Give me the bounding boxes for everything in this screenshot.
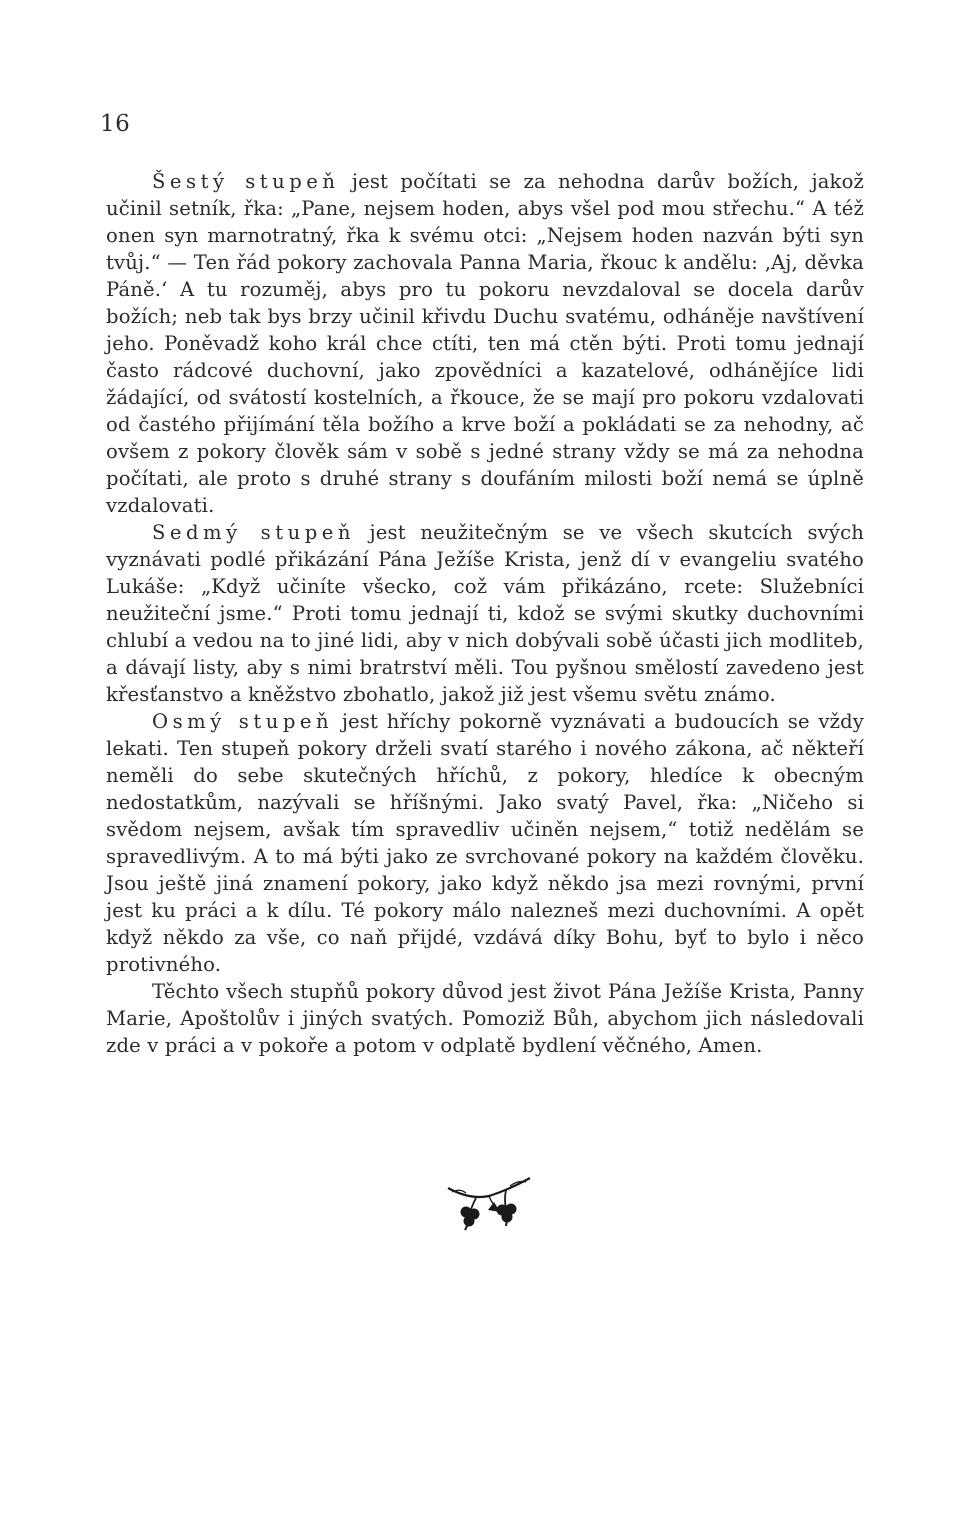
paragraph-lead: Šestý stupeň [152,170,340,193]
paragraph-text: Těchto všech stupňů pokory důvod jest život Pána Ježíše Krista, Panny Marie, Apoštolův i jiných svatých. Pomoziž Bůh, abychom jich následovali zde v práci a v pokoře a potom v odplatě bydlení věčného, Amen. [106,980,864,1057]
paragraph-sixth-degree [106,168,864,519]
paragraph-lead: Sedmý stupeň [152,521,355,544]
floral-vignette-icon [446,1176,532,1232]
paragraph-text: jest počítati se za nehodna darův božích, jakož učinil setník, řka: „Pane, nejsem hoden, abys všel pod mou střechu.“ A též onen syn marnotratný, řka k svému otci: „Nejsem hoden nazván býti syn tvůj.“ — Ten řád pokory zachovala Panna Maria, řkouc k andělu: ‚Aj, děvka Páně.‘ A tu rozuměj, abys pro tu pokoru nevzdaloval se docela darův božích; neb tak bys brzy učinil křivdu Duchu svatému, odháněje navštívení jeho. Poněvadž koho král chce ctíti, ten má ctěn býti. Proti tomu jednají často rádcové duchovní, jako zpovědníci a kazatelové, odhánějíce lidi žádající, od svátostí kostelních, a řkouce, že se mají pro pokoru vzdalovati od častého přijímání těla božího a krve boží a pokládati se za nehodny, ač ovšem z pokory člověk sám v sobě s jedné strany vždy se má za nehodna počítati, ale proto s druhé strany s doufáním milosti boží nemá se úplně vzdalovati. [106,170,864,517]
paragraph-conclusion [106,978,864,1059]
paragraph-seventh-degree [106,519,864,708]
paragraph-text: jest hříchy pokorně vyznávati a budoucích se vždy lekati. Ten stupeň pokory drželi svatí starého i nového zákona, ač někteří neměli do sebe skutečných hříchů, z pokory, hledíce k obecným nedostatkům, nazývali se hříšnými. Jako svatý Pavel, řka: „Ničeho si svědom nejsem, avšak tím spravedliv učiněn nejsem,“ totiž nedělám se spravedlivým. A to má býti jako ze svrchované pokory na každém člověku. Jsou ještě jiná znamení pokory, jako když někdo jsa mezi rovnými, první jest ku práci a k dílu. Té pokory málo nalezneš mezi duchovními. A opět když někdo za vše, co naň přijdé, vzdává díky Bohu, byť to bylo i něco protivného. [106,710,864,976]
paragraph-text: jest neužitečným se ve všech skutcích svých vyznávati podlé přikázání Pána Ježíše Krista, jenž dí v evangeliu svatého Lukáše: „Když učiníte všecko, což vám přikázáno, rcete: Služebníci neužiteční jsme.“ Proti tomu jednají ti, kdož se svými skutky duchovními chlubí a vedou na to jiné lidi, aby v nich dobývali sobě účasti jich modliteb, a dávají listy, aby s nimi bratrství měli. Tou pyšnou smělostí zavedeno jest křesťanstvo a kněžstvo zbohatlo, jakož již jest všemu světu známo. [106,521,864,706]
page-number: 16 [100,111,131,137]
paragraph-lead: Osmý stupeň [152,710,334,733]
paragraph-eighth-degree [106,708,864,978]
body-text [106,168,864,1059]
